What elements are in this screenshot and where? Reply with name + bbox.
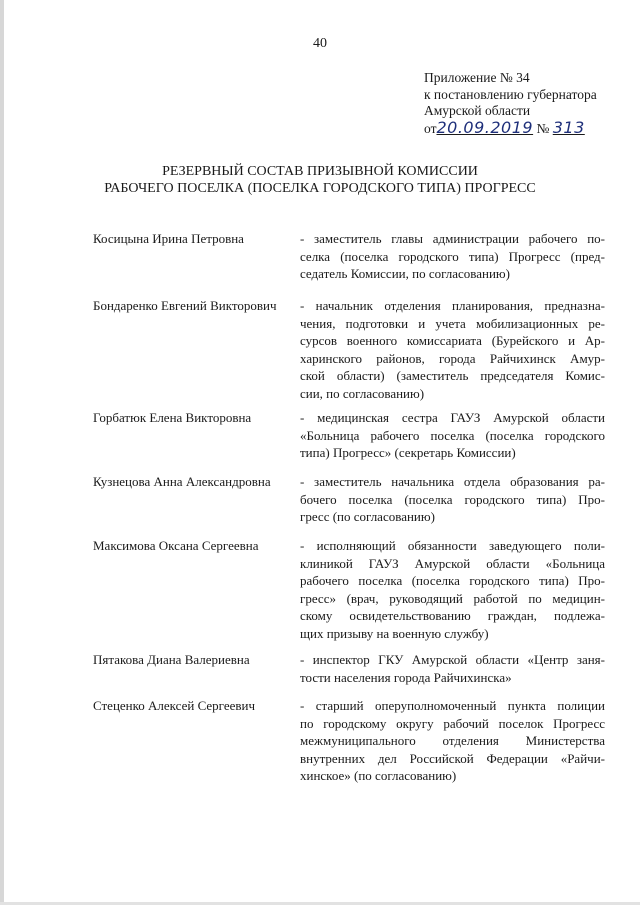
- member-role: [300, 651, 605, 686]
- page-number: 40: [313, 36, 327, 51]
- role-line: внутренних дел Российской Федерации «Райчи-: [300, 750, 605, 766]
- role-line: - исполняющий обязанности заведующего поли-: [300, 538, 605, 553]
- role-line: сии, по согласованию): [300, 385, 425, 401]
- role-line: селка (поселка городского типа) Прогресс (пред-: [300, 248, 605, 264]
- member-role: [300, 473, 605, 526]
- role-line: хинское» (по согласованию): [300, 768, 457, 783]
- member-role: [300, 409, 605, 462]
- role-line: бочего поселка (поселка городского типа) Про-: [300, 491, 605, 507]
- role-line: тости населения города Райчихинска»: [300, 669, 512, 685]
- role-line: «Больница рабочего поселка (поселка городского: [300, 427, 605, 443]
- role-line: харинского районов, города Райчихинск Амур-: [300, 350, 605, 366]
- annex-title: Приложение № 34: [424, 70, 530, 85]
- role-line: чения, подготовки и учета мобилизационных ре-: [300, 315, 605, 331]
- member-name: Кузнецова Анна Александровна: [93, 474, 271, 489]
- title-line-2: РАБОЧЕГО ПОСЕЛКА (ПОСЕЛКА ГОРОДСКОГО ТИПА) ПРОГРЕСС: [104, 181, 536, 196]
- document-title: [0, 163, 640, 197]
- role-line: - медицинская сестра ГАУЗ Амурской области: [300, 410, 605, 425]
- role-line: - заместитель главы администрации рабочего по-: [300, 231, 605, 246]
- role-line: - заместитель начальника отдела образования ра-: [300, 474, 605, 489]
- member-name: Пятакова Диана Валериевна: [93, 652, 250, 667]
- member-name: Косицына Ирина Петровна: [93, 231, 244, 246]
- role-line: гресс» (врач, руководящий работой по медицин-: [300, 590, 605, 606]
- member-name: Бондаренко Евгений Викторович: [93, 298, 277, 313]
- annex-reference: к постановлению губернатора: [424, 86, 597, 102]
- handwritten-number: 313: [552, 117, 585, 137]
- role-line: межмуниципального отделения Министерства: [300, 733, 605, 748]
- role-line: - начальник отделения планирования, предназна-: [300, 298, 605, 313]
- number-prefix: №: [536, 120, 550, 136]
- scan-edge: [0, 0, 4, 905]
- annex-block: [424, 70, 597, 137]
- member-name: Горбатюк Елена Викторовна: [93, 410, 252, 425]
- role-line: скому освидетельствованию граждан, подлежа-: [300, 608, 605, 623]
- member-name: Стеценко Алексей Сергеевич: [93, 698, 256, 713]
- date-prefix: от: [424, 120, 437, 136]
- role-line: типа) Прогресс» (секретарь Комиссии): [300, 445, 516, 460]
- handwritten-date: 20.09.2019: [436, 117, 534, 137]
- role-line: по городскому округу рабочий поселок Прогресс: [300, 715, 605, 731]
- role-line: клиникой ГАУЗ Амурской области «Больница: [300, 555, 605, 571]
- role-line: сурсов военного комиссариата (Бурейского и Ар-: [300, 333, 605, 348]
- role-line: ской области) (заместитель председателя Комис-: [300, 368, 605, 383]
- member-role: [300, 697, 605, 785]
- role-line: щих призыву на военную службу): [300, 625, 489, 641]
- member-name: Максимова Оксана Сергеевна: [93, 538, 259, 553]
- title-line-1: РЕЗЕРВНЫЙ СОСТАВ ПРИЗЫВНОЙ КОМИССИИ: [162, 164, 478, 179]
- annex-date-line: [424, 117, 597, 138]
- role-line: - инспектор ГКУ Амурской области «Центр заня-: [300, 652, 605, 667]
- role-line: седатель Комиссии, по согласованию): [300, 266, 510, 281]
- member-role: [300, 297, 605, 402]
- annex-region: Амурской области: [424, 103, 531, 118]
- role-line: гресс (по согласованию): [300, 509, 435, 524]
- role-line: - старший оперуполномоченный пункта полиции: [300, 698, 605, 713]
- member-role: [300, 537, 605, 642]
- member-role: [300, 230, 605, 283]
- role-line: рабочего поселка (поселка городского типа) Про-: [300, 573, 605, 588]
